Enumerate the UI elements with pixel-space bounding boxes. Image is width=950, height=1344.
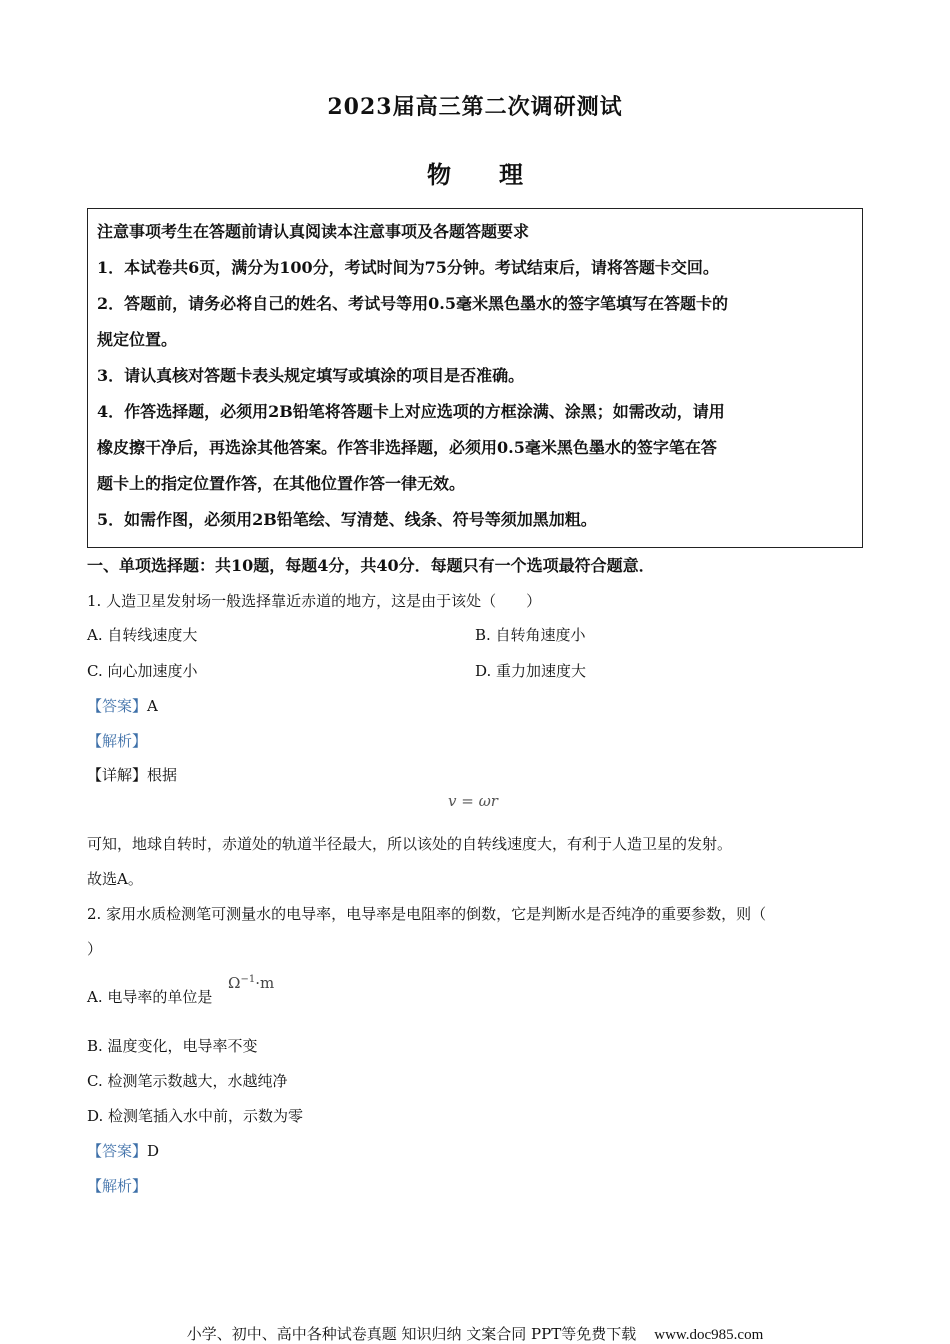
unit-ohm-inverse-meter: [228, 974, 274, 992]
q1-explanation: 可知，地球自转时，赤道处的轨道半径最大，所以该处的自转线速度大，有利于人造卫星的发射。: [87, 835, 733, 853]
q1-analysis-tag: 【解析】: [87, 732, 148, 750]
q1-option-b: B. 自转角速度小: [475, 626, 586, 644]
section-heading: 一、单项选择题：共10题，每题4分，共40分．每题只有一个选项最符合题意．: [87, 556, 655, 575]
notice-line: 题卡上的指定位置作答，在其他位置作答一律无效。: [97, 474, 466, 493]
q1-conclusion: 故选A。: [87, 870, 143, 888]
question-2-stem: 2. 家用水质检测笔可测量水的电导率，电导率是电阻率的倒数，它是判断水是否纯净的重要参数，则（: [87, 905, 767, 923]
notice-line: 4．作答选择题，必须用2B铅笔将答题卡上对应选项的方框涂满、涂黑；如需改动，请用: [97, 402, 725, 421]
detail-tag: 【详解】: [87, 766, 148, 784]
q1-option-c: C. 向心加速度小: [87, 662, 198, 680]
answer-tag: 【答案】: [87, 1142, 148, 1160]
answer-tag: 【答案】: [87, 697, 148, 715]
formula-v-omega-r: v = ωr: [448, 792, 498, 810]
detail-text: 根据: [147, 766, 178, 784]
q1-option-a: A. 自转线速度大: [87, 626, 198, 644]
q1-answer: [87, 695, 158, 716]
page-title: 2023届高三第二次调研测试: [327, 94, 623, 120]
notice-line: 1．本试卷共6页，满分为100分，考试时间为75分钟。考试结束后，请将答题卡交回。: [97, 258, 719, 277]
notice-line: 2．答题前，请务必将自己的姓名、考试号等用0.5毫米黑色墨水的签字笔填写在答题卡的: [97, 294, 728, 313]
answer-value: D: [147, 1142, 160, 1160]
footer-text: 小学、初中、高中各种试卷真题 知识归纳 文案合同 PPT等免费下载: [186, 1325, 637, 1343]
page-footer: [0, 1323, 950, 1344]
q2-option-c: C. 检测笔示数越大，水越纯净: [87, 1072, 288, 1090]
q2-analysis-tag: 【解析】: [87, 1177, 148, 1195]
q2-option-d: D. 检测笔插入水中前，示数为零: [87, 1107, 304, 1125]
unit-tail: ·m: [255, 974, 275, 992]
q2-option-a: A. 电导率的单位是: [87, 988, 213, 1006]
q2-answer: [87, 1140, 159, 1161]
q2-option-b: B. 温度变化，电导率不变: [87, 1037, 258, 1055]
notice-line: 3．请认真核对答题卡表头规定填写或填涂的项目是否准确。: [97, 366, 525, 385]
question-1-stem: 1. 人造卫星发射场一般选择靠近赤道的地方，这是由于该处（ ）: [87, 592, 542, 610]
footer-url[interactable]: www.doc985.com: [654, 1327, 764, 1343]
notice-line: 规定位置。: [97, 330, 178, 349]
notice-box: [87, 208, 863, 548]
notice-line: 橡皮擦干净后，再选涂其他答案。作答非选择题，必须用0.5毫米黑色墨水的签字笔在答: [97, 438, 717, 457]
unit-exponent: −1: [240, 974, 256, 985]
q1-option-d: D. 重力加速度大: [475, 662, 587, 680]
question-2-stem-cont: ）: [87, 940, 103, 958]
notice-line: 5．如需作图，必须用2B铅笔绘、写清楚、线条、符号等须加黑加粗。: [97, 510, 597, 529]
q1-detail: [87, 764, 177, 785]
unit-base: Ω: [228, 974, 241, 992]
subject-heading: 物 理: [427, 160, 523, 189]
answer-value: A: [147, 697, 158, 715]
notice-line: 注意事项考生在答题前请认真阅读本注意事项及各题答题要求: [97, 222, 530, 241]
